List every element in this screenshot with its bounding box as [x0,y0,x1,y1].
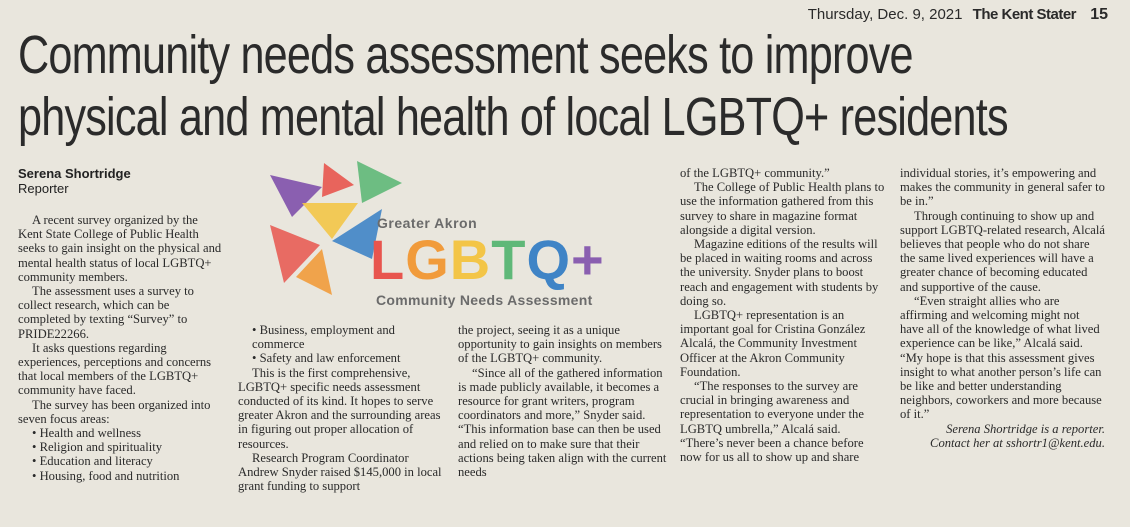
paragraph: “Even straight allies who are affirming and welcoming might not have all of the knowledge of what lived experience can be like,” Alcalá said. “My hope is that this assessment gives insight to what another person’s life can be like and better understanding neighbors, coworkers and more because of it.” [900,293,1102,422]
lgbtq-logo [262,155,632,315]
folio [808,6,1108,24]
author-tagline [900,422,1105,450]
logo-letter: L [370,228,406,291]
paragraph: The survey has been organized into seven focus areas: [18,397,211,426]
paragraph: Research Program Coordinator Andrew Snyder raised $145,000 in local grant funding to support [238,450,442,494]
logo-letter: + [571,228,605,291]
tagline-line-2: Contact her at sshortr1@kent.edu. [930,435,1105,450]
list-item: • Safety and law enforcement [252,351,443,365]
paragraph: Magazine editions of the results will be placed in waiting rooms and across the university. Snyder plans to boost reach and engagement with students by doing so. [680,237,879,308]
logo-letter: B [449,228,492,291]
author-role: Reporter [18,181,69,196]
logo-letter: G [405,228,450,291]
paper-name: The Kent Stater [972,6,1077,23]
focus-area-list [238,323,443,366]
paragraph: The assessment uses a survey to collect research, which can be completed by texting “Survey” to PRIDE22266. [18,284,194,341]
logo-brand [370,227,605,292]
paragraph: of the LGBTQ+ community.” [680,166,830,180]
logo-letter: Q [526,228,572,291]
paragraph: LGBTQ+ representation is an important goal for Cristina González Alcalá, the Community Investment Officer at the Akron Community Foundation. [680,308,866,379]
tagline-line-1: Serena Shortridge is a reporter. [946,421,1105,436]
paragraph: individual stories, it’s empowering and makes the community in general safer to be in.” [900,166,1105,209]
paragraph: It asks questions regarding experiences, perceptions and concerns that local members of the LGBTQ+ community have faced. [18,340,212,398]
paragraph: the project, seeing it as a unique opportunity to gain insights on members of the LGBTQ+ community. [458,323,662,366]
list-item: • Health and wellness [32,426,223,440]
issue-date: Thursday, Dec. 9, 2021 [807,6,963,23]
author-name: Serena Shortridge [18,166,131,181]
paragraph: “Since all of the gathered information is made publicly available, it becomes a resource for grant writers, program coordinators and more,” Snyder said. “This information base can then be used and relied on to make sure that their actions being taken align with the current needs [458,365,667,480]
list-item: • Education and literacy [32,454,223,468]
focus-area-list [18,426,223,483]
article-column-2 [238,323,443,493]
headline-line-1: Community needs assessment seeks to improve [18,25,913,85]
paragraph: Through continuing to show up and support LGBTQ-related research, Alcalá believes that people who do not share the same lived experiences will have a greater chance of becoming educated and supportive of the cause. [900,208,1105,294]
logo-org: Greater Akron [377,215,478,231]
headline-line-2: physical and mental health of local LGBTQ+ residents [18,87,1008,147]
article-column-3 [458,323,670,479]
headline [18,24,1008,148]
paragraph: This is the first comprehensive, LGBTQ+ specific needs assessment conducted of its kind. It hopes to serve greater Akron and the surrounding areas in figuring out proper allocation of resources. [238,365,441,451]
list-item: • Business, employment and commerce [252,323,443,351]
article-column-1 [18,213,223,483]
byline [18,166,131,196]
paragraph: “The responses to the survey are crucial in bringing awareness and representation to everyone under the LGBTQ umbrella,” Alcalá said. “There’s never been a chance before now for us all to show up and share [680,379,864,465]
list-item: • Religion and spirituality [32,440,223,454]
paragraph: A recent survey organized by the Kent State College of Public Health seeks to gain insight on the physical and mental health status of local LGBTQ+ community members. [18,213,222,284]
logo-subtitle: Community Needs Assessment [376,292,593,308]
paragraph: The College of Public Health plans to use the information gathered from this survey to share in magazine format alongside a digital version. [680,180,885,237]
page-number: 15 [1090,6,1108,23]
article-column-5 [900,166,1105,450]
article-column-4 [680,166,885,464]
logo-letter: T [491,228,527,291]
list-item: • Housing, food and nutrition [32,469,223,483]
